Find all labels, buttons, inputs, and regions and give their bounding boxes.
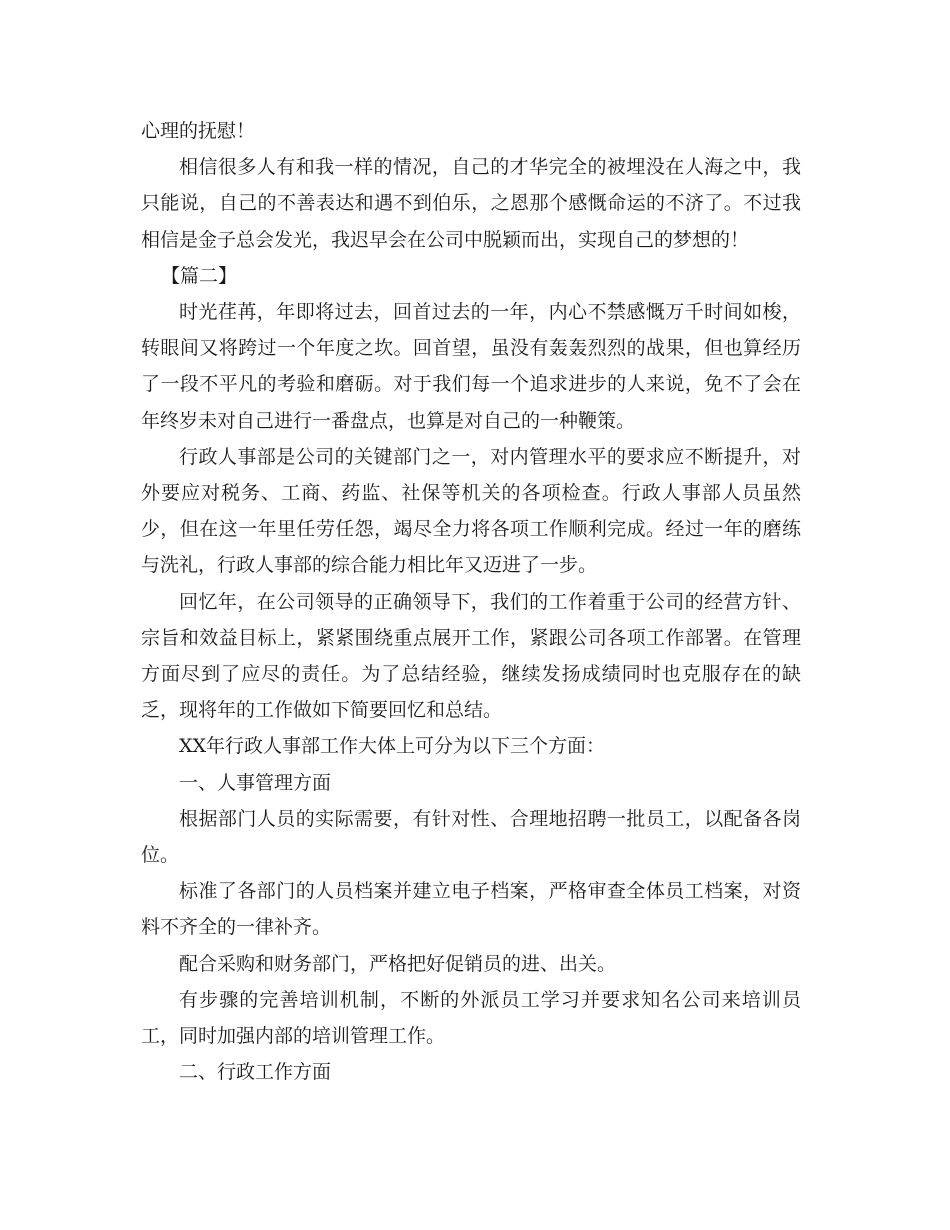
paragraph-year-review: 时光荏苒，年即将过去，回首过去的一年，内心不禁感慨万千时间如梭，转眼间又将跨过一个年度之坎。回首望，虽没有轰轰烈烈的战果，但也算经历了一段不平凡的考验和磨砺。对于我们每一个追求进步的人来说，免不了会在年终岁未对自己进行一番盘点，也算是对自己的一种鞭策。 bbox=[141, 301, 801, 432]
paragraph-closing-line: 心理的抚慰！ bbox=[141, 120, 256, 142]
paragraph-recruitment: 根据部门人员的实际需要，有针对性、合理地招聘一批员工，以配备各岗位。 bbox=[141, 807, 801, 867]
paragraph-archives: 标准了各部门的人员档案并建立电子档案，严格审查全体员工档案，对资料不齐全的一律补齐。 bbox=[141, 880, 801, 939]
paragraph-three-aspects: XX年行政人事部工作大体上可分为以下三个方面： bbox=[179, 735, 606, 758]
heading-personnel-management: 一、人事管理方面 bbox=[179, 771, 332, 794]
heading-administration: 二、行政工作方面 bbox=[179, 1061, 332, 1084]
paragraph-recollection: 回忆年，在公司领导的正确领导下，我们的工作着重于公司的经营方针、宗旨和效益目标上，紧紧围绕重点展开工作，紧跟公司各项工作部署。在管理方面尽到了应尽的责任。为了总结经验，继续发扬成绩同时也克服存在的缺乏，现将年的工作做如下简要回忆和总结。 bbox=[141, 590, 801, 722]
paragraph-admin-department: 行政人事部是公司的关键部门之一，对内管理水平的要求应不断提升，对外要应对税务、工商、药监、社保等机关的各项检查。行政人事部人员虽然少，但在这一年里任劳任怨，竭尽全力将各项工作顺利完成。经过一年的磨练与洗礼，行政人事部的综合能力相比年又迈进了一步。 bbox=[141, 445, 801, 577]
paragraph-talent: 相信很多人有和我一样的情况，自己的才华完全的被埋没在人海之中，我只能说，自己的不善表达和遇不到伯乐，之恩那个感慨命运的不济了。不过我相信是金子总会发光，我迟早会在公司中脱颖而出，实现自己的梦想的！ bbox=[141, 156, 801, 251]
paragraph-procurement: 配合采购和财务部门，严格把好促销员的进、出关。 bbox=[179, 952, 617, 975]
paragraph-training: 有步骤的完善培训机制，不断的外派员工学习并要求知名公司来培训员工，同时加强内部的培训管理工作。 bbox=[141, 988, 801, 1048]
section-heading-part-two: 【篇二】 bbox=[161, 264, 238, 287]
document-body bbox=[141, 113, 801, 1090]
